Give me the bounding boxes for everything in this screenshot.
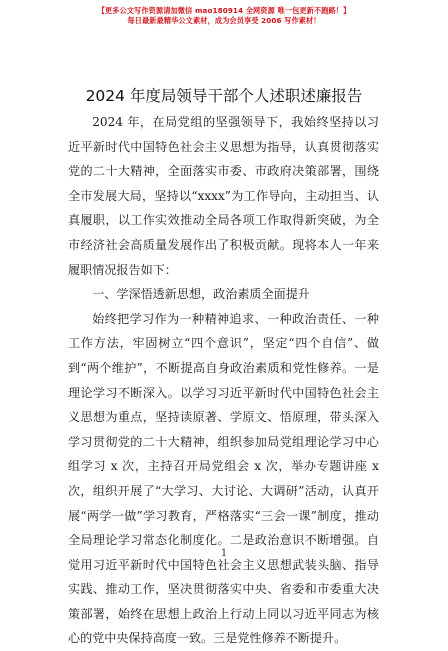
- banner-line-1: 【更多公文写作资源请加微信 mao180914 全网资源 唯一包更新不跑路！】: [97, 6, 351, 15]
- document-body: [68, 110, 379, 651]
- section-heading: 一、学深悟透新思想，政治素质全面提升: [92, 287, 310, 302]
- intro-paragraph: 2024 年，在局党组的坚强领导下，我始终坚持以习近平新时代中国特色社会主义思想为指导，认真贯彻落实党的二十大精神，全面落实市委、市政府决策部署，围绕全市发展大局，坚持以“xxxx”为工作导向，主动担当、认真履职，以工作实效推动全局各项工作取得新突破，为全市经济社会高质量发展作出了积极贡献。现将本人一年来履职情况报告如下：: [68, 115, 379, 277]
- body-paragraph: 始终把学习作为一种精神追求、一种政治责任、一种工作方法，牢固树立“四个意识”，坚定“四个自信”、做到“两个维护”，不断提高自身政治素质和党性修养。一是理论学习不断深入。以学习习近平新时代中国特色社会主义思想为重点，坚持读原著、学原文、悟原理，带头深入学习贯彻党的二十大精神，组织参加局党组理论学习中心组学习 x 次，主持召开局党组会 x 次，举办专题讲座 x 次，组织开展了“大学习、大讨论、大调研”活动，认真开展“两学一做”学习教育，严格落实“三会一课”制度，推动全局理论学习常态化制度化。二是政治意识不断增强。自觉用习近平新时代中国特色社会主义思想武装头脑、指导实践、推动工作，坚决贯彻落实中央、省委和市委重大决策部署，始终在思想上政治上行动上同以习近平同志为核心的党中央保持高度一致。三是党性修养不断提升。: [68, 311, 379, 646]
- banner-line-2: 每日最新最精华公文素材，成为会员享受 2006 写作素材！: [127, 16, 321, 25]
- page-number: 1: [220, 548, 228, 559]
- document-title: 2024 年度局领导干部个人述职述廉报告: [85, 87, 363, 105]
- promo-banner: [0, 6, 448, 26]
